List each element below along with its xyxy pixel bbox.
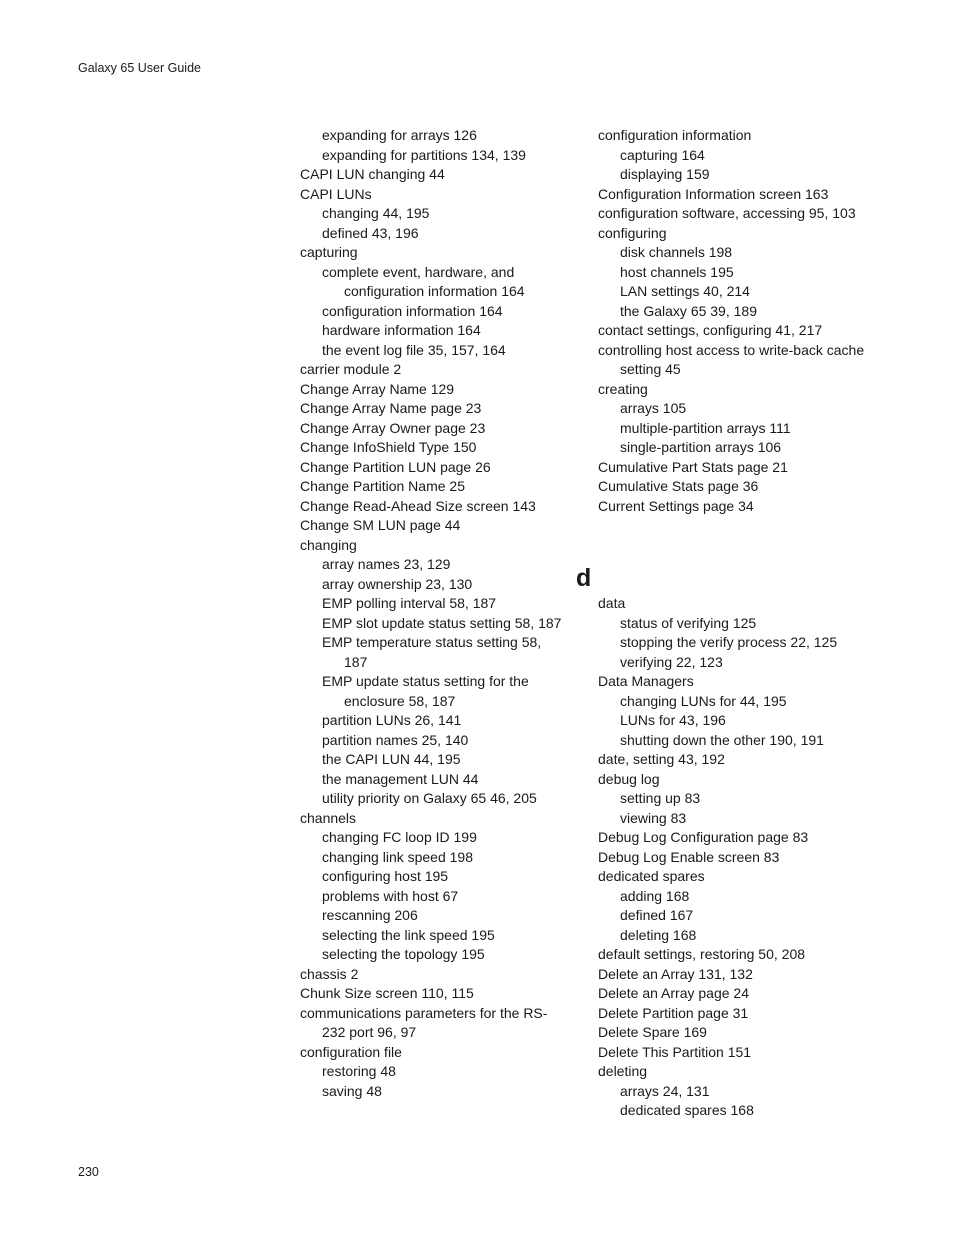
- index-subentry: changing FC loop ID 199: [322, 829, 477, 845]
- index-subentry: viewing 83: [620, 809, 687, 826]
- index-subentry: selecting the topology 195: [322, 946, 485, 962]
- index-entry: Delete an Array page 24: [598, 985, 749, 1001]
- index-subentry: changing 44, 195: [322, 205, 430, 221]
- index-subentry: the Galaxy 65 39, 189: [620, 302, 757, 319]
- section-letter: d: [576, 564, 592, 592]
- index-subentry: changing link speed 198: [322, 848, 474, 865]
- index-subentry: array ownership 23, 130: [322, 575, 473, 592]
- index-entry: data: [598, 595, 626, 611]
- index-entry: Change Array Name 129: [300, 380, 455, 397]
- index-subentry: defined 167: [620, 907, 694, 923]
- index-subentry: EMP slot update status setting 58, 187: [322, 614, 562, 631]
- index-entry: Change Array Owner page 23: [300, 419, 486, 436]
- index-entry: Delete an Array 131, 132: [598, 965, 753, 982]
- index-subentry: verifying 22, 123: [620, 653, 723, 670]
- index-subentry: expanding for partitions 134, 139: [322, 146, 526, 163]
- index-subentry: adding 168: [620, 887, 690, 904]
- index-subentry: partition LUNs 26, 141: [322, 712, 462, 728]
- index-subentry: array names 23, 129: [322, 556, 451, 572]
- index-subentry: deleting 168: [620, 926, 697, 943]
- index-subentry: complete event, hardware, and configuration information 164: [322, 263, 525, 299]
- index-subentry: EMP update status setting for the enclosure 58, 187: [322, 673, 529, 709]
- index-entry: configuration file: [300, 1043, 402, 1060]
- index-subentry: LUNs for 43, 196: [620, 712, 726, 728]
- index-entry: Change Partition Name 25: [300, 478, 465, 494]
- index-entry: Delete Spare 169: [598, 1024, 707, 1040]
- index-entry: configuration software, accessing 95, 103: [598, 205, 856, 221]
- index-entry: Configuration Information screen 163: [598, 185, 829, 202]
- index-subentry: multiple-partition arrays 111: [620, 419, 791, 436]
- index-entry: configuration information: [598, 127, 752, 143]
- index-entry: carrier module 2: [300, 361, 402, 377]
- index-entry: channels: [300, 809, 357, 826]
- index-subentry: host channels 195: [620, 263, 734, 280]
- index-entry: Debug Log Enable screen 83: [598, 848, 780, 865]
- index-entry: Cumulative Stats page 36: [598, 478, 759, 494]
- index-entry: Debug Log Configuration page 83: [598, 829, 809, 845]
- index-entry: controlling host access to write-back cache setting 45: [598, 341, 865, 377]
- page-number: 230: [78, 1165, 99, 1179]
- index-entry: dedicated spares: [598, 868, 705, 884]
- index-subentry: status of verifying 125: [620, 614, 757, 631]
- index-entry: contact settings, configuring 41, 217: [598, 322, 823, 338]
- index-entry: date, setting 43, 192: [598, 751, 725, 767]
- index-entry: Change Partition LUN page 26: [300, 458, 491, 475]
- index-subentry: EMP polling interval 58, 187: [322, 595, 497, 611]
- index-subentry: the event log file 35, 157, 164: [322, 341, 506, 358]
- index-entry: Chunk Size screen 110, 115: [300, 985, 474, 1001]
- index-subentry: restoring 48: [322, 1063, 396, 1079]
- index-entry: changing: [300, 536, 357, 553]
- index-subentry: the management LUN 44: [322, 770, 479, 787]
- index-subentry: saving 48: [322, 1082, 382, 1099]
- index-entry: Delete Partition page 31: [598, 1004, 749, 1021]
- index-subentry: defined 43, 196: [322, 224, 419, 241]
- index-subentry: changing LUNs for 44, 195: [620, 692, 787, 709]
- index-entry: Data Managers: [598, 673, 694, 689]
- index-entry: communications parameters for the RS-232 port 96, 97: [300, 1004, 548, 1040]
- index-subentry: configuring host 195: [322, 868, 449, 884]
- index-subentry: arrays 24, 131: [620, 1082, 710, 1099]
- index-subentry: shutting down the other 190, 191: [620, 731, 824, 748]
- index-entry: Current Settings page 34: [598, 497, 754, 514]
- index-column-right-d: [598, 594, 868, 1121]
- index-subentry: the CAPI LUN 44, 195: [322, 751, 461, 767]
- index-subentry: rescanning 206: [322, 907, 418, 923]
- index-subentry: configuration information 164: [322, 302, 503, 319]
- index-subentry: setting up 83: [620, 790, 701, 806]
- index-subentry: arrays 105: [620, 400, 687, 416]
- index-entry: CAPI LUNs: [300, 185, 372, 202]
- index-entry: configuring: [598, 224, 667, 241]
- index-entry: Cumulative Part Stats page 21: [598, 458, 788, 475]
- index-subentry: capturing 164: [620, 146, 705, 163]
- index-subentry: EMP temperature status setting 58, 187: [322, 634, 542, 670]
- index-subentry: disk channels 198: [620, 244, 733, 260]
- index-subentry: expanding for arrays 126: [322, 127, 477, 143]
- index-entry: Delete This Partition 151: [598, 1043, 752, 1060]
- index-column-right-top: [598, 126, 868, 516]
- index-entry: chassis 2: [300, 965, 359, 982]
- running-header: Galaxy 65 User Guide: [78, 61, 201, 75]
- index-entry: capturing: [300, 244, 358, 260]
- index-subentry: partition names 25, 140: [322, 731, 469, 748]
- index-subentry: utility priority on Galaxy 65 46, 205: [322, 790, 537, 806]
- index-entry: Change SM LUN page 44: [300, 517, 461, 533]
- index-subentry: LAN settings 40, 214: [620, 283, 750, 299]
- index-entry: debug log: [598, 770, 660, 787]
- index-entry: CAPI LUN changing 44: [300, 166, 445, 182]
- index-entry: deleting: [598, 1063, 648, 1079]
- index-subentry: displaying 159: [620, 166, 710, 182]
- index-entry: default settings, restoring 50, 208: [598, 946, 806, 962]
- index-entry: Change Read-Ahead Size screen 143: [300, 497, 536, 514]
- index-subentry: stopping the verify process 22, 125: [620, 634, 838, 650]
- index-subentry: selecting the link speed 195: [322, 926, 495, 943]
- index-subentry: problems with host 67: [322, 887, 459, 904]
- index-subentry: single-partition arrays 106: [620, 439, 782, 455]
- index-entry: creating: [598, 380, 648, 397]
- index-subentry: hardware information 164: [322, 322, 481, 338]
- index-entry: Change InfoShield Type 150: [300, 439, 477, 455]
- index-column-left: [300, 126, 562, 1101]
- index-subentry: dedicated spares 168: [620, 1102, 754, 1118]
- index-entry: Change Array Name page 23: [300, 400, 482, 416]
